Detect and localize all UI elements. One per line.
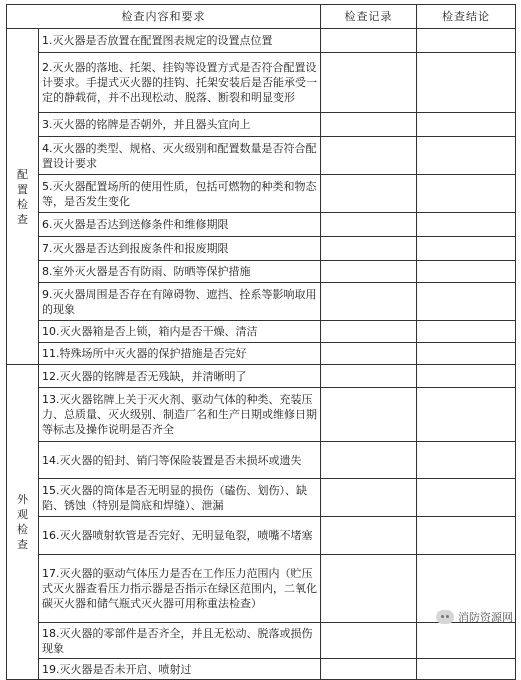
watermark (436, 609, 513, 625)
watermark-text: 消防资源网 (458, 611, 513, 624)
conclusion-cell[interactable] (417, 321, 516, 343)
table-row (7, 659, 516, 680)
conclusion-cell[interactable] (417, 113, 516, 137)
header-content: 检查内容和要求 (7, 5, 321, 29)
record-cell[interactable] (321, 137, 417, 175)
record-cell[interactable] (321, 388, 417, 442)
conclusion-cell[interactable] (417, 365, 516, 388)
table-row (7, 29, 516, 53)
table-row (7, 53, 516, 113)
record-cell[interactable] (321, 623, 417, 659)
check-item: 6.灭火器是否达到送修条件和维修期限 (39, 213, 321, 237)
check-item: 7.灭火器是否达到报废条件和报废期限 (39, 237, 321, 261)
conclusion-cell[interactable] (417, 213, 516, 237)
record-cell[interactable] (321, 113, 417, 137)
section-label (7, 29, 39, 365)
check-item: 4.灭火器的类型、规格、灭火级别和配置数量是否符合配置设计要求 (39, 137, 321, 175)
conclusion-cell[interactable] (417, 237, 516, 261)
record-cell[interactable] (321, 555, 417, 623)
header-conclusion: 检查结论 (417, 5, 516, 29)
conclusion-cell[interactable] (417, 53, 516, 113)
record-cell[interactable] (321, 283, 417, 321)
table-row (7, 479, 516, 517)
section-label-text: 配置检查 (17, 167, 28, 226)
table-row (7, 113, 516, 137)
table-row (7, 261, 516, 283)
check-item: 8.室外灭火器是否有防雨、防晒等保护措施 (39, 261, 321, 283)
check-item: 17.灭火器的驱动气体压力是否在工作压力范围内（贮压式灭火器查看压力指示器是否指示在绿区范围内，二氧化碳灭火器和储气瓶式灭火器可用称重法检查） (39, 555, 321, 623)
conclusion-cell[interactable] (417, 343, 516, 365)
header-row (7, 5, 516, 29)
check-item: 12.灭火器的铭牌是否无残缺，并清晰明了 (39, 365, 321, 388)
conclusion-cell[interactable] (417, 623, 516, 659)
record-cell[interactable] (321, 365, 417, 388)
inspection-table (6, 4, 516, 680)
table-row (7, 388, 516, 442)
conclusion-cell[interactable] (417, 659, 516, 680)
table-row (7, 623, 516, 659)
section-label-text: 外观检查 (17, 493, 28, 551)
check-item: 13.灭火器铭牌上关于灭火剂、驱动气体的种类、充装压力、总质量、灭火级别、制造厂名和生产日期或维修日期等标志及操作说明是否齐全 (39, 388, 321, 442)
table-row (7, 517, 516, 555)
table-row (7, 283, 516, 321)
conclusion-cell[interactable] (417, 517, 516, 555)
check-item: 10.灭火器箱是否上锁，箱内是否干燥、清洁 (39, 321, 321, 343)
check-item: 18.灭火器的零部件是否齐全，并且无松动、脱落或损伤现象 (39, 623, 321, 659)
header-record: 检查记录 (321, 5, 417, 29)
conclusion-cell[interactable] (417, 175, 516, 213)
conclusion-cell[interactable] (417, 29, 516, 53)
check-item: 9.灭火器周围是否存在有障碍物、遮挡、拴系等影响取用的现象 (39, 283, 321, 321)
table-row (7, 321, 516, 343)
record-cell[interactable] (321, 517, 417, 555)
conclusion-cell[interactable] (417, 479, 516, 517)
record-cell[interactable] (321, 53, 417, 113)
check-item: 15.灭火器的筒体是否无明显的损伤（磕伤、划伤）、缺陷、锈蚀（特别是筒底和焊缝）、泄漏 (39, 479, 321, 517)
wechat-icon (436, 610, 454, 624)
table-row (7, 137, 516, 175)
table-row (7, 237, 516, 261)
conclusion-cell[interactable] (417, 261, 516, 283)
check-item: 16.灭火器喷射软管是否完好、无明显龟裂，喷嘴不堵塞 (39, 517, 321, 555)
check-item: 2.灭火器的落地、托架、挂钩等设置方式是否符合配置设计要求。手提式灭火器的挂钩、托架安装后是否能承受一定的静载荷，并不出现松动、脱落、断裂和明显变形 (39, 53, 321, 113)
conclusion-cell[interactable] (417, 442, 516, 479)
conclusion-cell[interactable] (417, 388, 516, 442)
record-cell[interactable] (321, 261, 417, 283)
section-label (7, 365, 39, 680)
check-item: 1.灭火器是否放置在配置图表规定的设置点位置 (39, 29, 321, 53)
check-item: 3.灭火器的铭牌是否朝外，并且器头宜向上 (39, 113, 321, 137)
table-row (7, 365, 516, 388)
conclusion-cell[interactable] (417, 137, 516, 175)
record-cell[interactable] (321, 321, 417, 343)
record-cell[interactable] (321, 442, 417, 479)
record-cell[interactable] (321, 479, 417, 517)
check-item: 5.灭火器配置场所的使用性质，包括可燃物的种类和物态等，是否发生变化 (39, 175, 321, 213)
check-item: 11.特殊场所中灭火器的保护措施是否完好 (39, 343, 321, 365)
table-row (7, 213, 516, 237)
table-row (7, 442, 516, 479)
table-row (7, 175, 516, 213)
record-cell[interactable] (321, 659, 417, 680)
record-cell[interactable] (321, 237, 417, 261)
record-cell[interactable] (321, 213, 417, 237)
check-item: 14.灭火器的铅封、销闩等保险装置是否未损坏或遗失 (39, 442, 321, 479)
table-row (7, 343, 516, 365)
record-cell[interactable] (321, 175, 417, 213)
record-cell[interactable] (321, 343, 417, 365)
record-cell[interactable] (321, 29, 417, 53)
check-item: 19.灭火器是否未开启、喷射过 (39, 659, 321, 680)
conclusion-cell[interactable] (417, 283, 516, 321)
